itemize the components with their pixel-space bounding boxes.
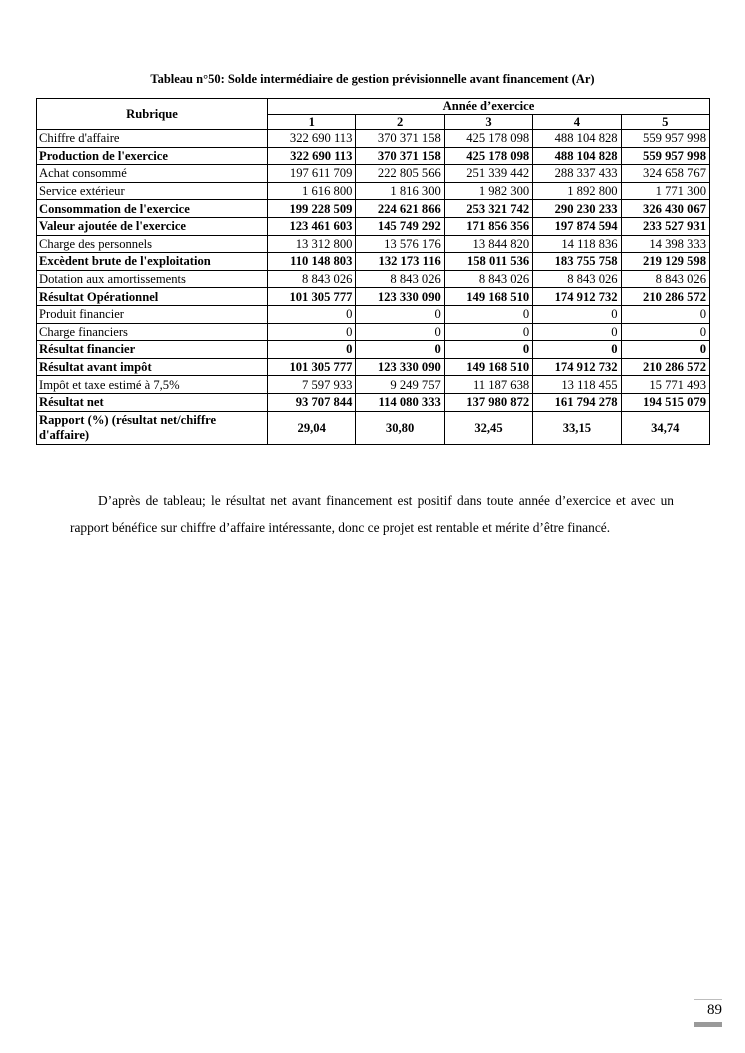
row-value: 488 104 828 [533,147,621,165]
row-value: 101 305 777 [268,358,356,376]
row-value: 0 [356,341,444,359]
annee-header: Année d’exercice [268,99,710,115]
row-value: 123 330 090 [356,288,444,306]
row-value: 233 527 931 [621,217,709,235]
year-header: 4 [533,114,621,130]
row-value: 253 321 742 [444,200,532,218]
table-row [37,393,710,411]
row-value: 0 [533,305,621,323]
table-row [37,270,710,288]
row-value: 324 658 767 [621,165,709,183]
table-row [37,305,710,323]
row-value: 0 [268,323,356,341]
row-value: 0 [621,341,709,359]
row-value: 559 957 998 [621,130,709,148]
row-value: 425 178 098 [444,147,532,165]
table-body [37,130,710,445]
table-row [37,182,710,200]
row-value: 174 912 732 [533,358,621,376]
row-label: Production de l'exercice [37,147,268,165]
analysis-paragraph [70,487,674,541]
year-header: 2 [356,114,444,130]
row-value: 145 749 292 [356,217,444,235]
row-label: Résultat financier [37,341,268,359]
row-value: 224 621 866 [356,200,444,218]
row-value: 488 104 828 [533,130,621,148]
table-row [37,376,710,394]
table-header-row [37,99,710,115]
row-value: 8 843 026 [268,270,356,288]
page-number: 89 [694,999,722,1019]
row-value: 1 816 300 [356,182,444,200]
row-value: 8 843 026 [444,270,532,288]
row-value: 370 371 158 [356,130,444,148]
row-value: 370 371 158 [356,147,444,165]
row-value: 0 [268,341,356,359]
row-value: 210 286 572 [621,358,709,376]
row-value: 1 982 300 [444,182,532,200]
row-value: 183 755 758 [533,253,621,271]
row-value: 1 892 800 [533,182,621,200]
sig-table [36,98,710,445]
row-value: 559 957 998 [621,147,709,165]
row-label: Excèdent brute de l'exploitation [37,253,268,271]
row-label: Résultat net [37,393,268,411]
row-value: 161 794 278 [533,393,621,411]
row-value: 171 856 356 [444,217,532,235]
row-value: 132 173 116 [356,253,444,271]
row-value: 210 286 572 [621,288,709,306]
row-value: 0 [356,305,444,323]
row-value: 13 576 176 [356,235,444,253]
row-value: 1 616 800 [268,182,356,200]
ratio-value: 33,15 [533,411,621,444]
row-value: 123 330 090 [356,358,444,376]
page-number-bar [694,1022,722,1027]
row-value: 222 805 566 [356,165,444,183]
row-value: 197 874 594 [533,217,621,235]
table-row [37,130,710,148]
row-value: 0 [444,341,532,359]
row-value: 0 [533,341,621,359]
ratio-value: 29,04 [268,411,356,444]
row-value: 14 118 836 [533,235,621,253]
row-label: Résultat avant impôt [37,358,268,376]
row-value: 1 771 300 [621,182,709,200]
row-label: Charge des personnels [37,235,268,253]
row-value: 0 [356,323,444,341]
row-value: 322 690 113 [268,147,356,165]
table-row [37,217,710,235]
row-value: 322 690 113 [268,130,356,148]
row-value: 0 [533,323,621,341]
row-value: 8 843 026 [621,270,709,288]
row-label: Résultat Opérationnel [37,288,268,306]
row-value: 288 337 433 [533,165,621,183]
ratio-label: Rapport (%) (résultat net/chiffre d'affaire) [37,411,268,444]
row-label: Achat consommé [37,165,268,183]
row-label: Impôt et taxe estimé à 7,5% [37,376,268,394]
rubrique-header: Rubrique [37,99,268,130]
table-row [37,341,710,359]
row-value: 0 [621,305,709,323]
table-row [37,147,710,165]
table-row [37,165,710,183]
row-label: Valeur ajoutée de l'exercice [37,217,268,235]
row-value: 13 844 820 [444,235,532,253]
row-value: 101 305 777 [268,288,356,306]
row-value: 194 515 079 [621,393,709,411]
row-label: Dotation aux amortissements [37,270,268,288]
row-value: 197 611 709 [268,165,356,183]
row-value: 13 312 800 [268,235,356,253]
row-label: Charge financiers [37,323,268,341]
table-caption: Tableau n°50: Solde intermédiaire de gestion prévisionnelle avant financement (Ar) [150,72,595,86]
row-value: 326 430 067 [621,200,709,218]
row-value: 9 249 757 [356,376,444,394]
row-label: Service extérieur [37,182,268,200]
row-value: 14 398 333 [621,235,709,253]
row-value: 93 707 844 [268,393,356,411]
row-value: 174 912 732 [533,288,621,306]
row-value: 0 [621,323,709,341]
year-header: 5 [621,114,709,130]
row-label: Chiffre d'affaire [37,130,268,148]
row-value: 13 118 455 [533,376,621,394]
row-value: 199 228 509 [268,200,356,218]
row-value: 290 230 233 [533,200,621,218]
row-value: 149 168 510 [444,358,532,376]
row-value: 11 187 638 [444,376,532,394]
table-row [37,323,710,341]
row-value: 425 178 098 [444,130,532,148]
row-label: Produit financier [37,305,268,323]
row-value: 219 129 598 [621,253,709,271]
table-row [37,288,710,306]
row-label: Consommation de l'exercice [37,200,268,218]
row-value: 0 [444,323,532,341]
ratio-value: 34,74 [621,411,709,444]
table-row [37,253,710,271]
year-header: 3 [444,114,532,130]
row-value: 0 [268,305,356,323]
row-value: 15 771 493 [621,376,709,394]
row-value: 114 080 333 [356,393,444,411]
row-value: 158 011 536 [444,253,532,271]
ratio-row [37,411,710,444]
row-value: 110 148 803 [268,253,356,271]
row-value: 123 461 603 [268,217,356,235]
row-value: 251 339 442 [444,165,532,183]
year-header: 1 [268,114,356,130]
ratio-value: 30,80 [356,411,444,444]
table-row [37,200,710,218]
ratio-value: 32,45 [444,411,532,444]
row-value: 8 843 026 [356,270,444,288]
row-value: 8 843 026 [533,270,621,288]
row-value: 0 [444,305,532,323]
row-value: 137 980 872 [444,393,532,411]
table-row [37,235,710,253]
table-row [37,358,710,376]
row-value: 7 597 933 [268,376,356,394]
analysis-text: D’après de tableau; le résultat net avant financement est positif dans toute année d’exercice et avec un rapport bénéfice sur chiffre d’affaire intéressante, donc ce projet est rentable et mérite d’être financé. [70,493,674,535]
row-value: 149 168 510 [444,288,532,306]
